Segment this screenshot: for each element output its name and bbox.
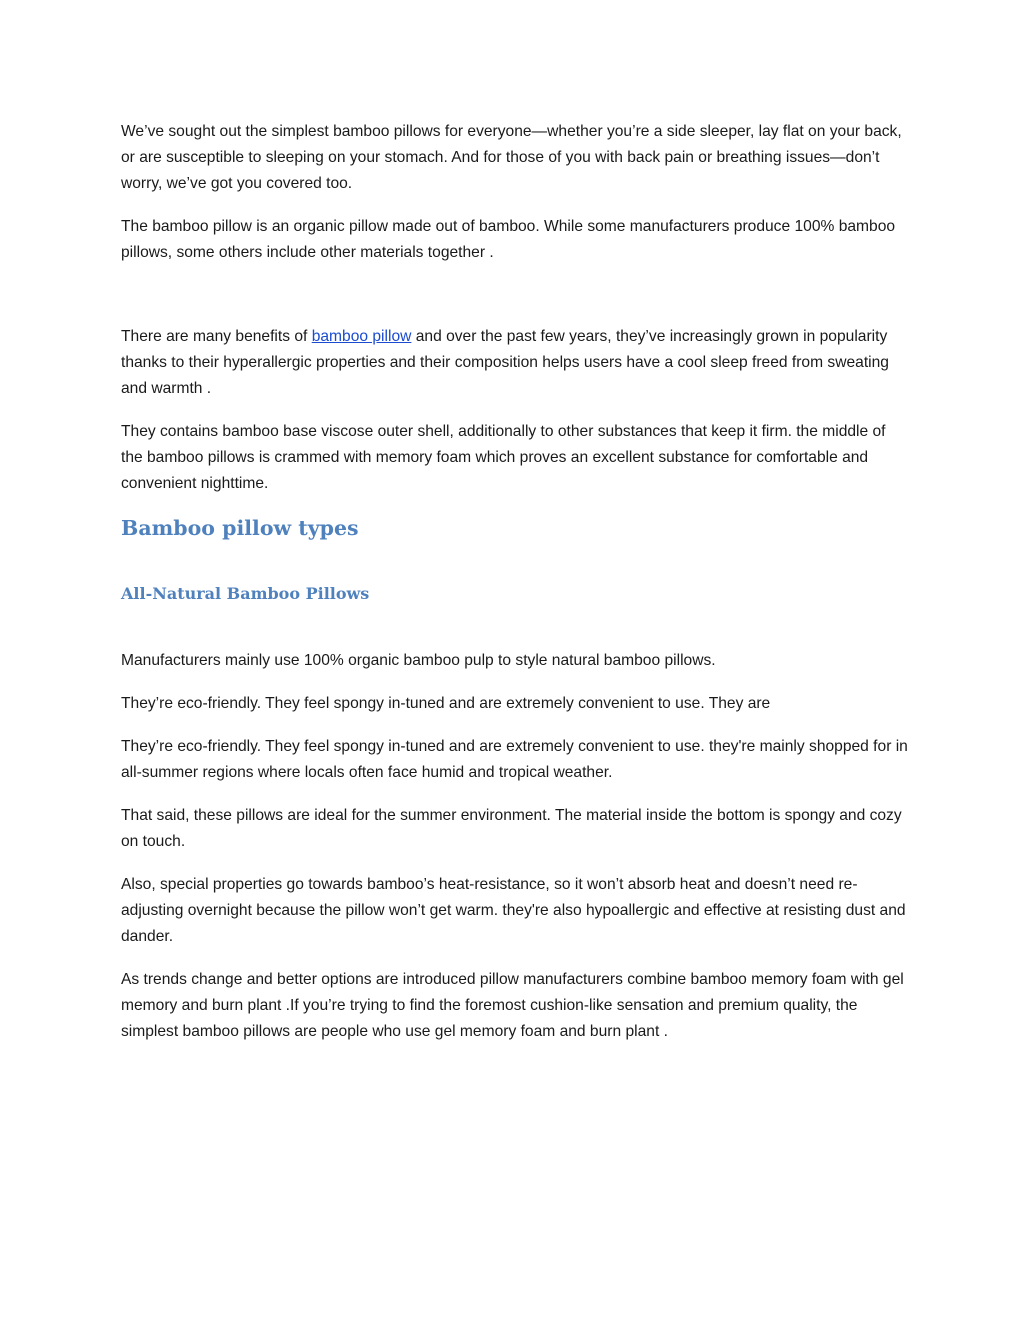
subsection-heading-natural: All-Natural Bamboo Pillows [121, 584, 370, 603]
natural-paragraph-3: They’re eco-friendly. They feel spongy in-tuned and are extremely convenient to use. they're mainly shopped for in all-summer regions where locals often face humid and tropical weather. [121, 738, 908, 781]
benefits-text-end: and over the past few years, they’ve increasingly grown in popularity thanks to their hyperallergic properties and their composition helps users have a cool sleep freed from sweating and warmth . [121, 328, 889, 397]
blank-line [121, 283, 911, 324]
bamboo-pillow-link[interactable]: bamboo pillow [311, 328, 412, 345]
natural-paragraph-2: They’re eco-friendly. They feel spongy in-tuned and are extremely convenient to use. They are [121, 695, 771, 712]
natural-paragraph-5: Also, special properties go towards bamboo’s heat-resistance, so it won’t absorb heat and doesn’t need re-adjusting overnight because the pillow won’t get warm. they're also hypoallergic and effective at resisting dust and dander. [121, 876, 906, 945]
natural-paragraph-6: As trends change and better options are introduced pillow manufacturers combine bamboo memory foam with gel memory and burn plant .If you’re trying to find the foremost cushion-like sensation and premium quality, the simplest bamboo pillows are people who use gel memory foam and burn plant . [121, 971, 904, 1040]
intro-paragraph: We’ve sought out the simplest bamboo pillows for everyone—whether you’re a side sleeper, lay flat on your back, or are susceptible to sleeping on your stomach. And for those of you with back pain or breathing issues—don’t worry, we’ve got you covered too. [121, 123, 902, 192]
definition-paragraph: The bamboo pillow is an organic pillow made out of bamboo. While some manufacturers produce 100% bamboo pillows, some others include other materials together . [121, 218, 896, 261]
natural-paragraph-4: That said, these pillows are ideal for the summer environment. The material inside the bottom is spongy and cozy on touch. [121, 807, 902, 850]
benefits-paragraph [121, 324, 911, 402]
document-page [121, 119, 911, 1062]
section-heading-types: Bamboo pillow types [121, 516, 359, 540]
benefits-text-start: There are many benefits of [121, 328, 312, 345]
composition-paragraph: They contains bamboo base viscose outer shell, additionally to other substances that keep it firm. the middle of the bamboo pillows is crammed with memory foam which proves an excellent substance for comfortable and convenient nighttime. [121, 423, 886, 492]
natural-paragraph-1: Manufacturers mainly use 100% organic bamboo pulp to style natural bamboo pillows. [121, 652, 716, 669]
